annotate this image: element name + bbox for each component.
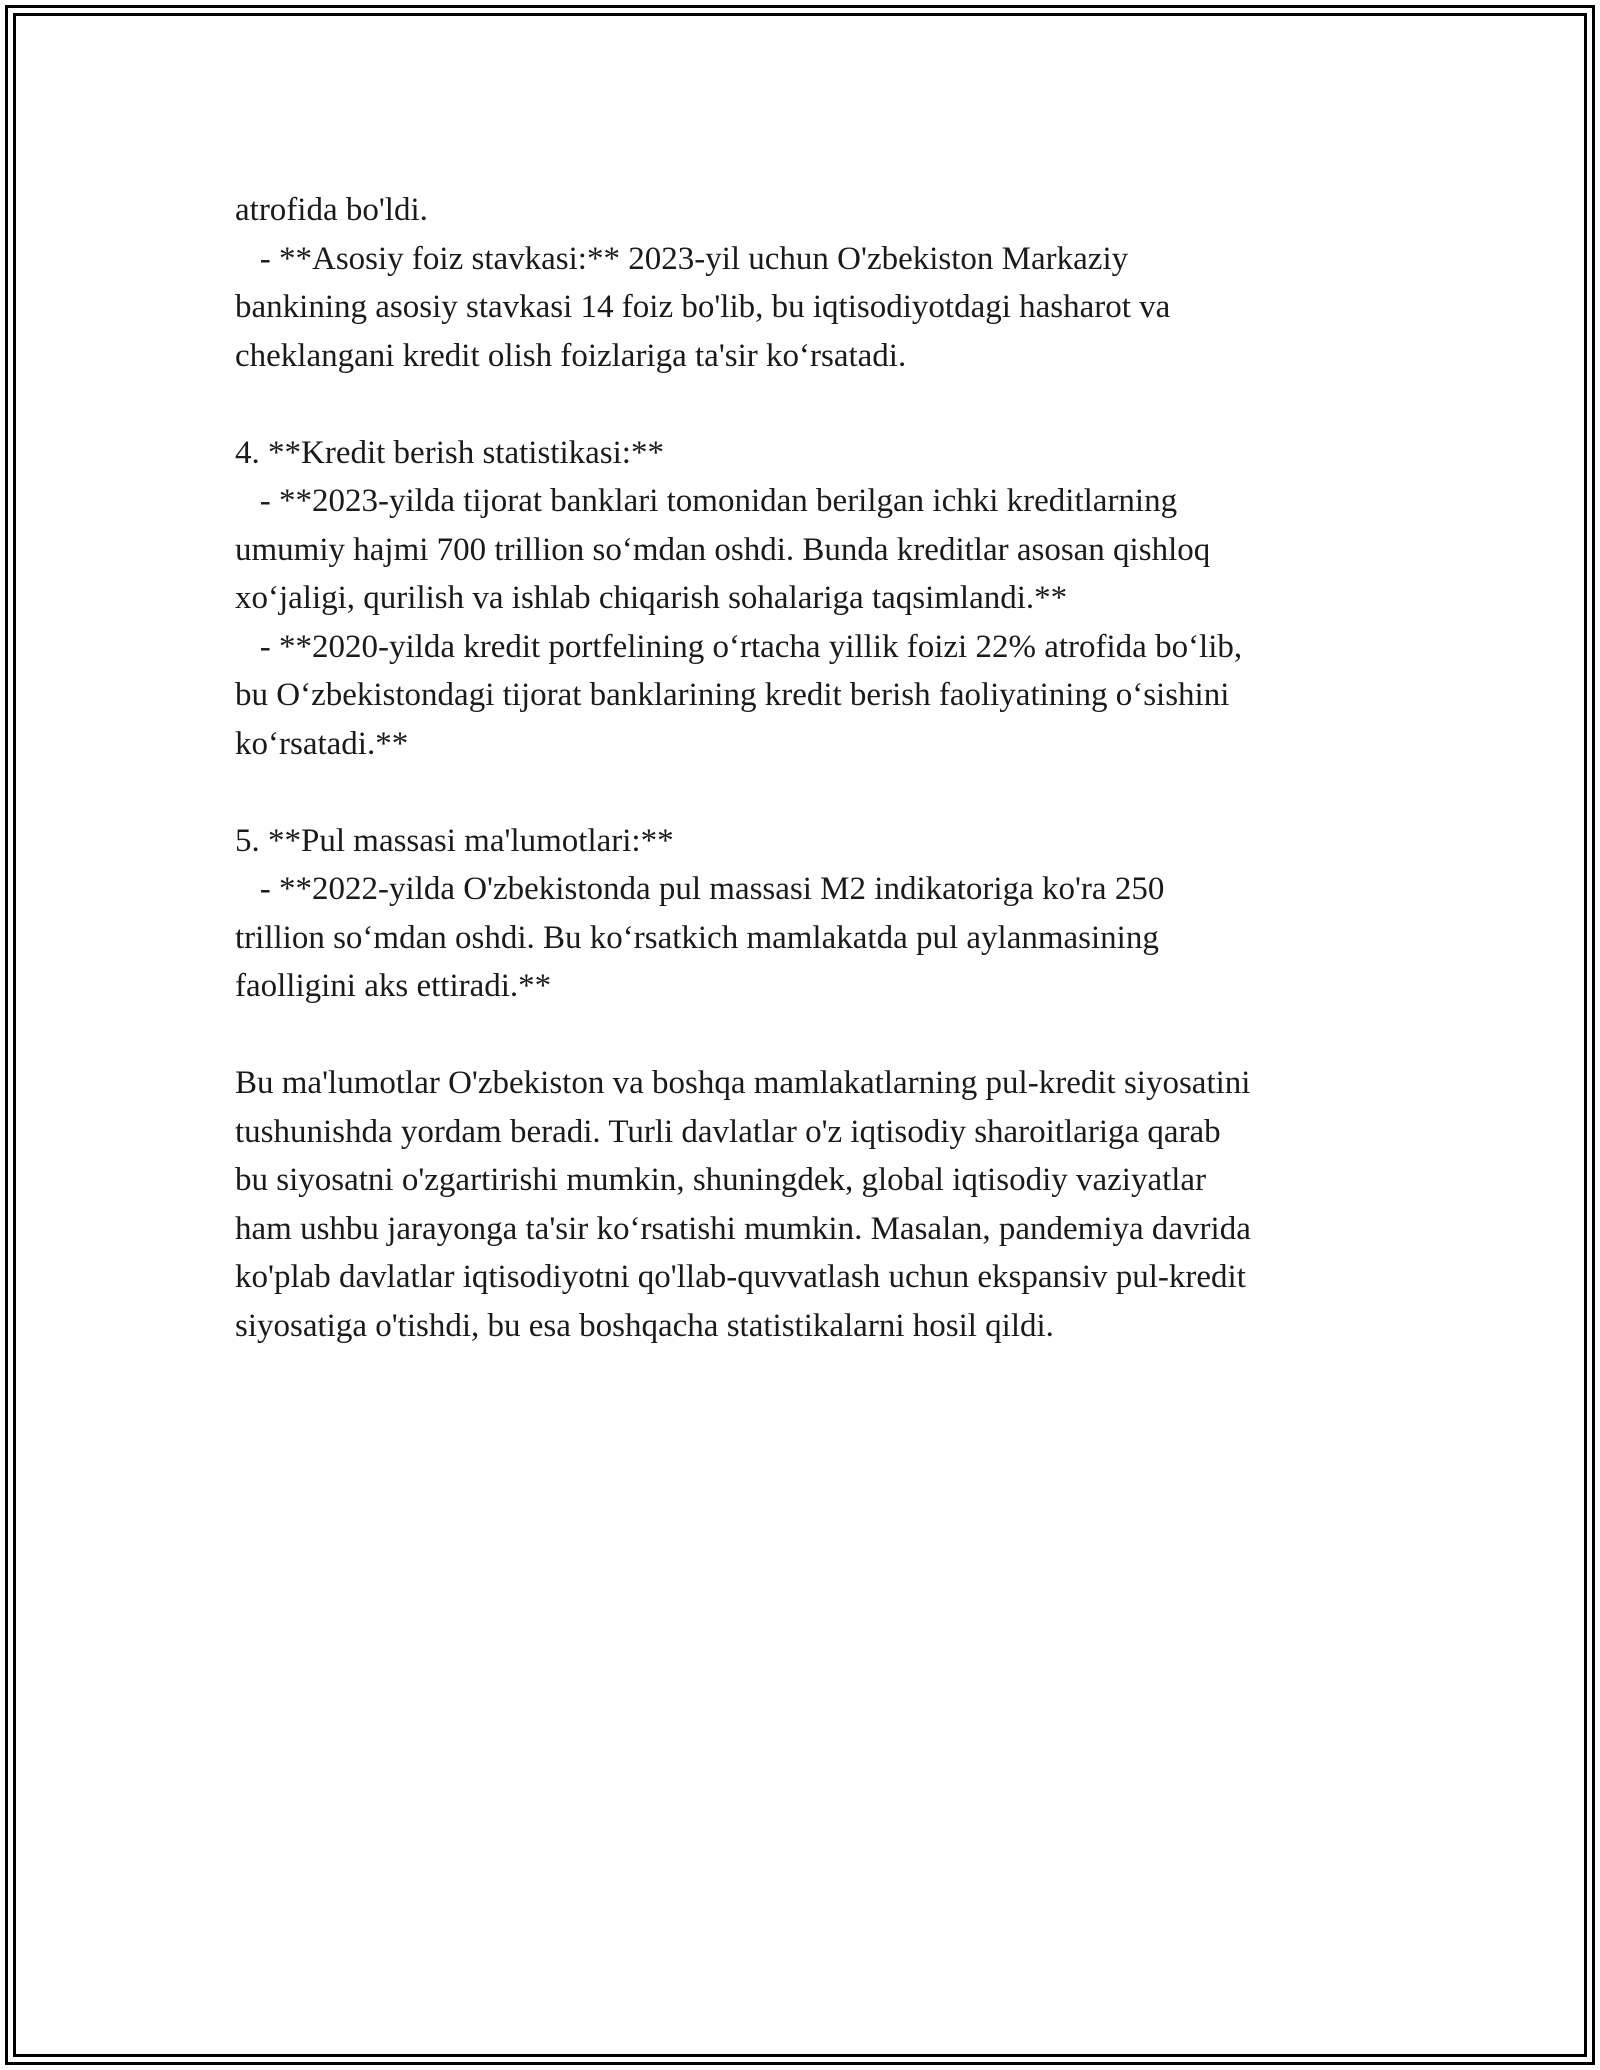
text-line: xo‘jaligi, qurilish va ishlab chiqarish sohalariga taqsimlandi.** bbox=[235, 580, 1068, 616]
section-heading: 5. **Pul massasi ma'lumotlari:** bbox=[235, 822, 674, 859]
text-line: tushunishda yordam beradi. Turli davlatlar o'z iqtisodiy sharoitlariga qarab bbox=[235, 1113, 1221, 1150]
text-line: bu siyosatni o'zgartirishi mumkin, shuningdek, global iqtisodiy vaziyatlar bbox=[235, 1162, 1207, 1198]
section-heading: 4. **Kredit berish statistikasi:** bbox=[235, 434, 664, 471]
blank-line bbox=[235, 768, 1385, 817]
text-line: ko'plab davlatlar iqtisodiyotni qo'llab-quvvatlash uchun ekspansiv pul-kredit bbox=[235, 1259, 1246, 1295]
text-line: cheklangani kredit olish foizlariga ta'sir ko‘rsatadi. bbox=[235, 337, 907, 374]
text-line: bu O‘zbekistondagi tijorat banklarining kredit berish faoliyatining o‘sishini bbox=[235, 677, 1230, 713]
text-line: atrofida bo'ldi. bbox=[235, 192, 428, 228]
text-line: siyosatiga o'tishdi, bu esa boshqacha statistikalarni hosil qildi. bbox=[235, 1307, 1054, 1344]
text-line: ham ushbu jarayonga ta'sir ko‘rsatishi mumkin. Masalan, pandemiya davrida bbox=[235, 1210, 1251, 1247]
text-line: umumiy hajmi 700 trillion so‘mdan oshdi. Bunda kreditlar asosan qishloq bbox=[235, 531, 1211, 568]
text-line: faolligini aks ettiradi.** bbox=[235, 968, 552, 1004]
text-line: Bu ma'lumotlar O'zbekiston va boshqa mamlakatlarning pul-kredit siyosatini bbox=[235, 1065, 1251, 1101]
text-line: - **Asosiy foiz stavkasi:** 2023-yil uchun O'zbekiston Markaziy bbox=[235, 240, 1129, 277]
blank-line bbox=[235, 380, 1385, 429]
text-line: - **2020-yilda kredit portfelining o‘rtacha yillik foizi 22% atrofida bo‘lib, bbox=[235, 628, 1243, 665]
text-line: - **2023-yilda tijorat banklari tomonidan berilgan ichki kreditlarning bbox=[235, 483, 1178, 519]
text-line: bankining asosiy stavkasi 14 foiz bo'lib, bu iqtisodiyotdagi hasharot va bbox=[235, 289, 1171, 325]
text-line: ko‘rsatadi.** bbox=[235, 725, 409, 762]
text-line: - **2022-yilda O'zbekistonda pul massasi M2 indikatoriga ko'ra 250 bbox=[235, 871, 1165, 907]
text-line: trillion so‘mdan oshdi. Bu ko‘rsatkich mamlakatda pul aylanmasining bbox=[235, 919, 1159, 956]
blank-line bbox=[235, 1011, 1385, 1060]
document-body bbox=[235, 186, 1385, 1350]
